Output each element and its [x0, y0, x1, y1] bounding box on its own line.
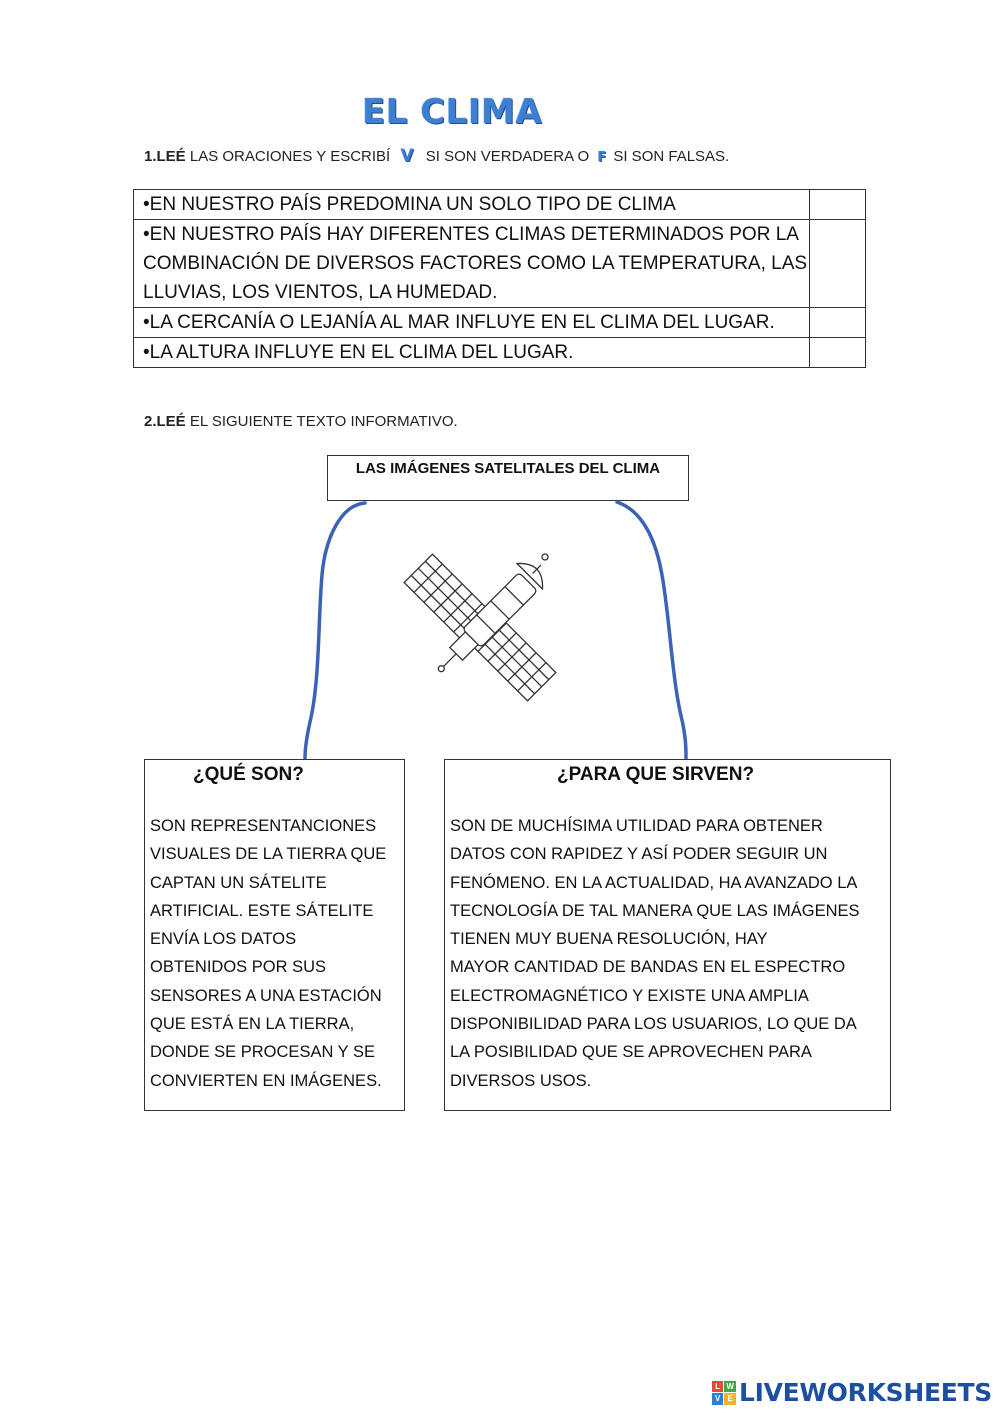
que-son-body: SON REPRESENTANCIONES VISUALES DE LA TIERRA QUE CAPTAN UN SÁTELITE ARTIFICIAL. ESTE SÁTELITE ENVÍA LOS DATOS OBTENIDOS POR SUS SENSORES A UNA ESTACIÓN QUE ESTÁ EN LA TIERRA, DONDE SE PROCESAN Y SE CONVIERTEN EN IMÁGENES. — [150, 817, 387, 1090]
left-connector-line — [305, 503, 365, 758]
answer-cell[interactable] — [810, 308, 866, 338]
statement-cell: •LA ALTURA INFLUYE EN EL CLIMA DEL LUGAR. — [134, 338, 810, 368]
statement-cell: •LA CERCANÍA O LEJANÍA AL MAR INFLUYE EN EL CLIMA DEL LUGAR. — [134, 308, 810, 338]
logo-letter: E — [724, 1393, 736, 1405]
f-letter: F — [597, 150, 607, 165]
true-false-table — [133, 189, 866, 368]
answer-cell[interactable] — [810, 220, 866, 308]
statement-cell: •EN NUESTRO PAÍS HAY DIFERENTES CLIMAS DETERMINADOS POR LA COMBINACIÓN DE DIVERSOS FACTORES COMO LA TEMPERATURA, LAS LLUVIAS, LOS VIENTOS, LA HUMEDAD. — [134, 220, 810, 308]
diagram-title-box: LAS IMÁGENES SATELITALES DEL CLIMA — [327, 455, 689, 501]
instruction-2-number: 2.LEÉ — [144, 413, 186, 430]
statement-cell: •EN NUESTRO PAÍS PREDOMINA UN SOLO TIPO DE CLIMA — [134, 190, 810, 220]
para-que-heading: ¿PARA QUE SIRVEN? — [557, 764, 755, 785]
instruction-1-number: 1.LEÉ — [144, 148, 186, 165]
liveworksheets-logo-icon — [712, 1381, 736, 1405]
answer-cell[interactable] — [810, 190, 866, 220]
instruction-2 — [144, 413, 458, 430]
answer-cell[interactable] — [810, 338, 866, 368]
logo-letter: L — [712, 1381, 724, 1393]
instruction-1-text-c: SI SON FALSAS. — [613, 148, 730, 165]
table-row — [134, 190, 866, 220]
que-son-heading: ¿QUÉ SON? — [193, 764, 304, 785]
logo-letter: V — [712, 1393, 724, 1405]
table-row — [134, 220, 866, 308]
para-que-box — [444, 759, 891, 1111]
table-row — [134, 308, 866, 338]
right-connector-line — [617, 502, 686, 758]
que-son-box — [144, 759, 405, 1111]
para-que-body: SON DE MUCHÍSIMA UTILIDAD PARA OBTENER DATOS CON RAPIDEZ Y ASÍ PODER SEGUIR UN FENÓMENO. EN LA ACTUALIDAD, HA AVANZADO LA TECNOLOGÍA DE TAL MANERA QUE LAS IMÁGENES TIENEN MUY BUENA RESOLUCIÓN, HAY MAYOR CANTIDAD DE BANDAS EN EL ESPECTRO ELECTROMAGNÉTICO Y EXISTE UNA AMPLIA DISPONIBILIDAD PARA LOS USUARIOS, LO QUE DA LA POSIBILIDAD QUE SE APROVECHEN PARA DIVERSOS USOS. — [450, 817, 860, 1090]
logo-letter: W — [726, 1381, 734, 1391]
worksheet-title: EL CLIMA — [362, 92, 543, 132]
instruction-1-text-a: LAS ORACIONES Y ESCRIBÍ — [189, 148, 391, 165]
brand-name: LIVEWORKSHEETS — [738, 1378, 992, 1407]
footer-brand — [712, 1378, 992, 1407]
satellite-icon — [404, 552, 556, 701]
instruction-1 — [144, 146, 729, 166]
v-letter: V — [400, 146, 414, 166]
table-row — [134, 338, 866, 368]
instruction-2-text: EL SIGUIENTE TEXTO INFORMATIVO. — [189, 413, 458, 430]
instruction-1-text-b: SI SON VERDADERA O — [425, 148, 590, 165]
